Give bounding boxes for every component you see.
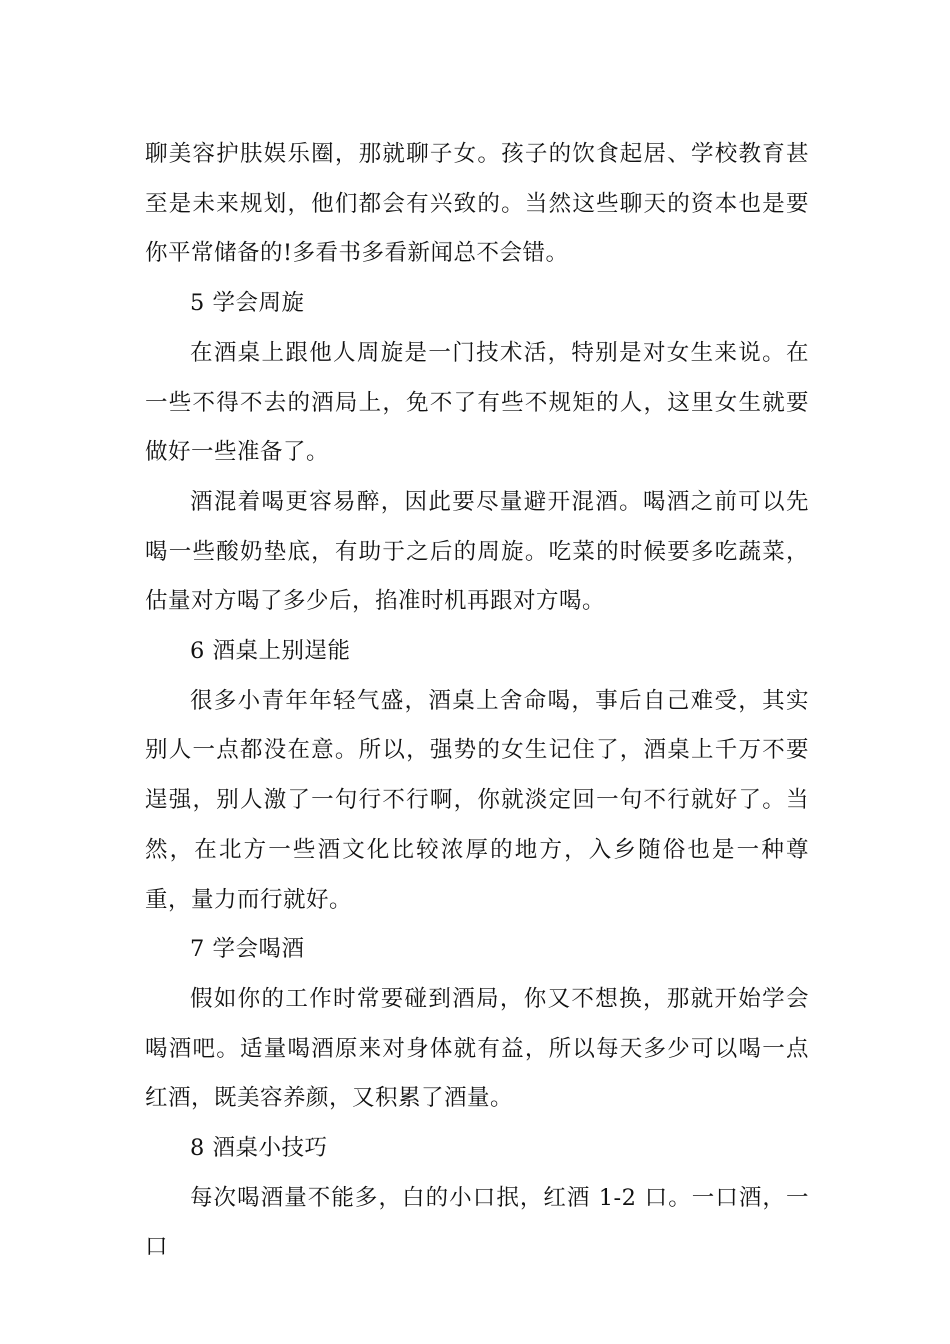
section-heading: 8 酒桌小技巧	[190, 1135, 328, 1162]
section-heading: 6 酒桌上别逞能	[190, 638, 351, 665]
paragraph: 酒混着喝更容易醉，因此要尽量避开混酒。喝酒之前可以先喝一些酸奶垫底，有助于之后的周旋。吃菜的时候要多吃蔬菜，估量对方喝了多少后，掐准时机再跟对方喝。	[145, 488, 809, 615]
paragraph: 在酒桌上跟他人周旋是一门技术活，特别是对女生来说。在一些不得不去的酒局上，免不了有些不规矩的人，这里女生就要做好一些准备了。	[145, 339, 809, 466]
section-heading: 5 学会周旋	[190, 290, 305, 317]
body-text	[145, 130, 809, 1273]
paragraph: 每次喝酒量不能多，白的小口抿，红酒 1-2 口。一口酒，一口	[145, 1184, 809, 1261]
paragraph: 聊美容护肤娱乐圈，那就聊子女。孩子的饮食起居、学校教育甚至是未来规划，他们都会有兴致的。当然这些聊天的资本也是要你平常储备的!多看书多看新闻总不会错。	[145, 141, 809, 267]
paragraph: 假如你的工作时常要碰到酒局，你又不想换，那就开始学会喝酒吧。适量喝酒原来对身体就有益，所以每天多少可以喝一点红酒，既美容养颜，又积累了酒量。	[145, 985, 809, 1112]
section-heading: 7 学会喝酒	[190, 936, 305, 963]
paragraph: 很多小青年年轻气盛，酒桌上舍命喝，事后自己难受，其实别人一点都没在意。所以，强势的女生记住了，酒桌上千万不要逞强，别人激了一句行不行啊，你就淡定回一句不行就好了。当然，在北方一些酒文化比较浓厚的地方，入乡随俗也是一种尊重，量力而行就好。	[145, 687, 809, 913]
